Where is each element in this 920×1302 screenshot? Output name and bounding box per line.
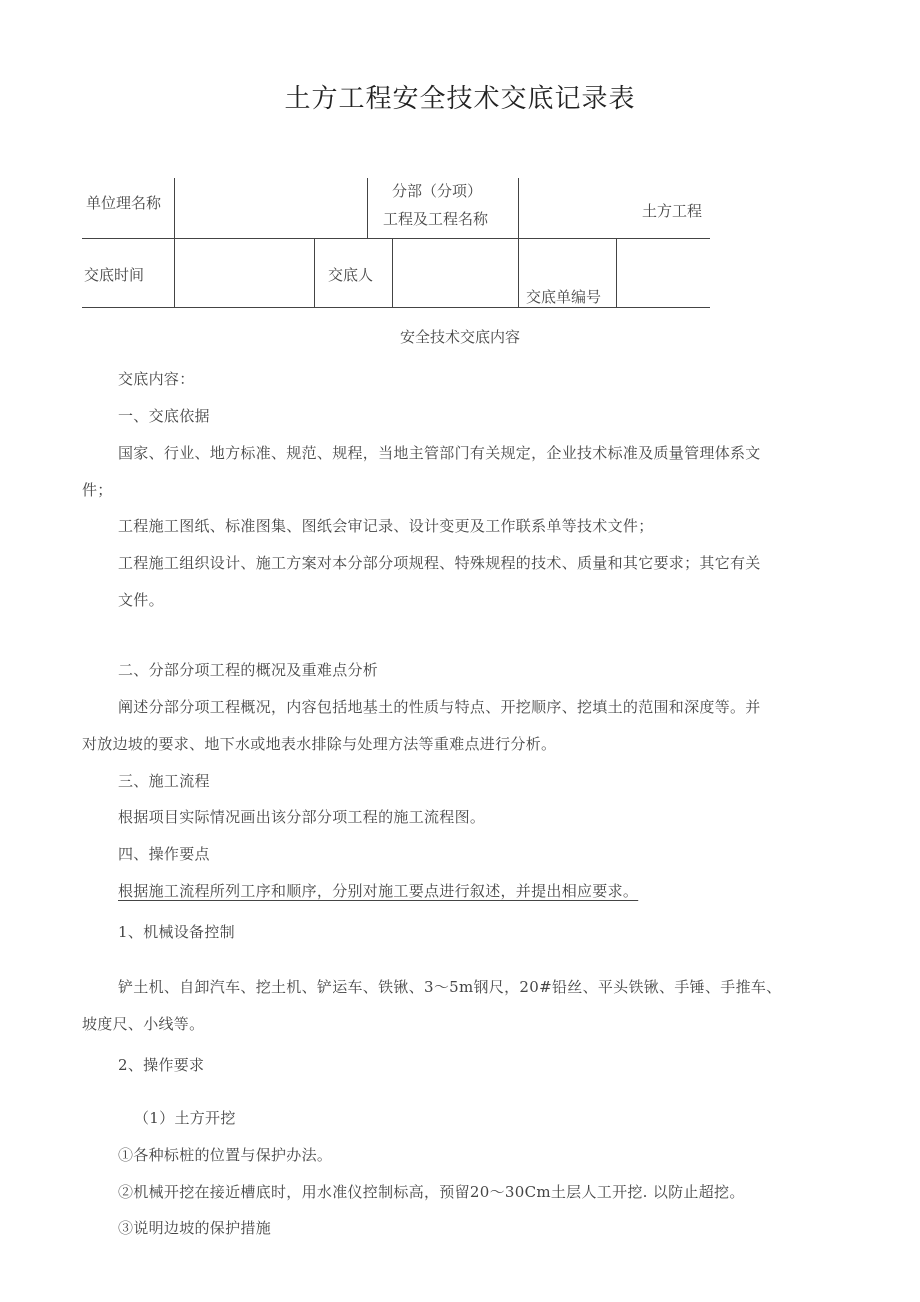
info-table: [82, 178, 710, 308]
section-heading: 三、施工流程: [118, 772, 210, 790]
paragraph-line: 件；: [82, 481, 113, 499]
table-col-divider: [174, 238, 175, 307]
page-title: 土方工程安全技术交底记录表: [284, 84, 636, 114]
content-intro: 交底内容：: [118, 370, 195, 388]
table-col-divider: [174, 178, 175, 238]
item-heading: （1）土方开挖: [134, 1109, 236, 1127]
subsection-heading: 2、操作要求: [118, 1056, 205, 1074]
table-col-divider: [367, 178, 368, 238]
sub-project-value: 土方工程: [642, 202, 703, 220]
unit-project-name-label: 单位理名称: [86, 194, 162, 212]
table-col-divider: [518, 238, 519, 307]
paragraph-line: 文件。: [118, 591, 164, 609]
section-heading: 一、交底依据: [118, 407, 210, 425]
section-heading: 四、操作要点: [118, 845, 210, 863]
paragraph-line-underlined: 根据施工流程所列工序和顺序，分别对施工要点进行叙述，并提出相应要求。: [118, 882, 639, 900]
list-item: ②机械开挖在接近槽底时，用水准仪控制标高，预留20～30Cm土层人工开挖. 以防止超挖。: [118, 1183, 745, 1201]
paragraph-line: 对放边坡的要求、地下水或地表水排除与处理方法等重难点进行分析。: [82, 735, 557, 753]
paragraph-line: 铲土机、自卸汽车、挖土机、铲运车、铁锹、3～5m钢尺，20#铅丝、平头铁锹、手锤、手推车、: [118, 978, 782, 996]
paragraph-line: 阐述分部分项工程概况，内容包括地基土的性质与特点、开挖顺序、挖填土的范围和深度等。并: [118, 698, 761, 716]
table-col-divider: [616, 238, 617, 307]
list-item: ①各种标桩的位置与保护办法。: [118, 1146, 333, 1164]
subsection-heading: 1、机械设备控制: [118, 923, 235, 941]
sub-project-label-line1: 分部（分项）: [392, 182, 483, 200]
sub-project-label-line2: 工程及工程名称: [383, 210, 489, 228]
paragraph-line: 国家、行业、地方标准、规范、规程，当地主管部门有关规定，企业技术标准及质量管理体系文: [118, 444, 761, 462]
paragraph-line: 工程施工组织设计、施工方案对本分部分项规程、特殊规程的技术、质量和其它要求；其它有关: [118, 554, 761, 572]
table-col-divider: [518, 178, 519, 238]
table-bottom-border: [82, 307, 710, 308]
section-heading: 二、分部分项工程的概况及重难点分析: [118, 661, 379, 679]
paragraph-line: 根据项目实际情况画出该分部分项工程的施工流程图。: [118, 808, 486, 826]
paragraph-line: 工程施工图纸、标准图集、图纸会审记录、设计变更及工作联系单等技术文件；: [118, 517, 654, 535]
paragraph-line: 坡度尺、小线等。: [82, 1015, 205, 1033]
presenter-label: 交底人: [328, 266, 374, 284]
date-label: 交底时间: [84, 266, 145, 284]
content-header: 安全技术交底内容: [399, 328, 520, 346]
doc-number-label: 交底单编号: [526, 288, 602, 306]
table-col-divider: [392, 238, 393, 307]
list-item: ③说明边坡的保护措施: [118, 1219, 272, 1237]
table-col-divider: [314, 238, 315, 307]
